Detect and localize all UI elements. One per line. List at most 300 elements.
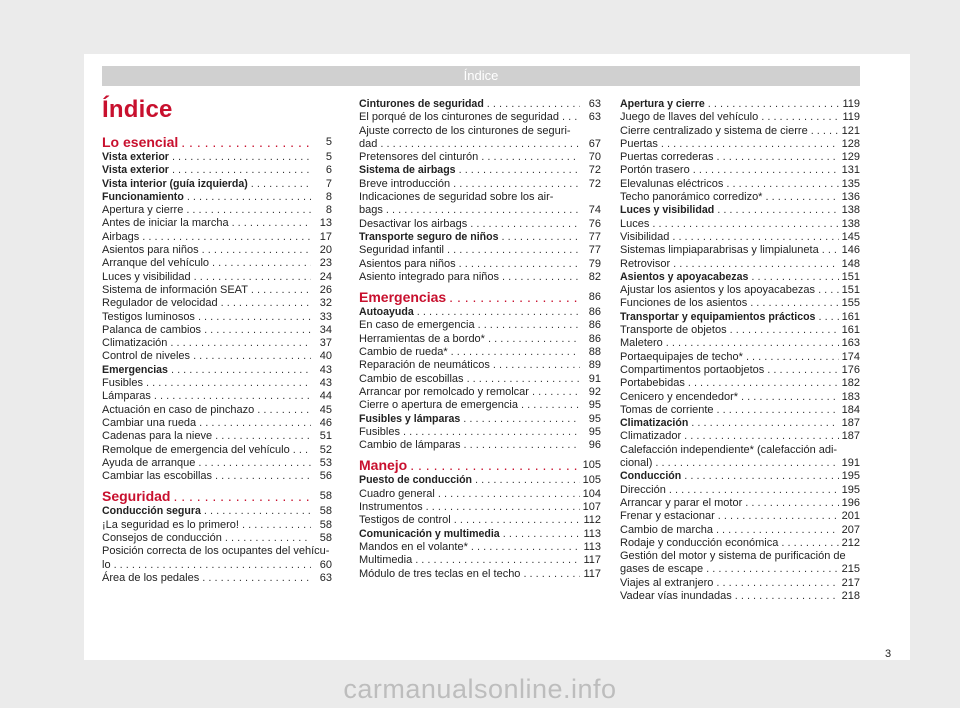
toc-page-number: 43 bbox=[319, 363, 332, 376]
leader-dots bbox=[532, 386, 580, 399]
toc-entry[interactable] bbox=[102, 390, 332, 403]
toc-page-number: 33 bbox=[319, 310, 332, 323]
toc-entry-title: bags bbox=[359, 204, 383, 217]
toc-page-number: 89 bbox=[588, 359, 601, 372]
toc-page-number: 86 bbox=[588, 306, 601, 319]
leader-dots bbox=[225, 532, 311, 545]
toc-page-number: 187 bbox=[841, 417, 860, 430]
toc-entry-title: Puertas bbox=[620, 137, 658, 150]
toc-entry-title: Comunicación y multimedia bbox=[359, 527, 500, 540]
toc-entry-title: Fusibles y lámparas bbox=[359, 412, 461, 425]
toc-entry[interactable] bbox=[359, 554, 601, 567]
toc-entry[interactable] bbox=[359, 426, 601, 439]
toc-entry-title: Desactivar los airbags bbox=[359, 217, 468, 230]
toc-page-number: 182 bbox=[841, 377, 860, 390]
toc-entry[interactable] bbox=[102, 444, 332, 457]
leader-dots bbox=[741, 391, 839, 404]
toc-entry[interactable] bbox=[620, 470, 860, 483]
toc-entry[interactable] bbox=[359, 164, 601, 177]
leader-dots bbox=[293, 444, 311, 457]
toc-entry[interactable] bbox=[102, 178, 332, 191]
toc-page-number: 26 bbox=[319, 283, 332, 296]
leader-dots bbox=[767, 364, 838, 377]
leader-dots bbox=[386, 204, 580, 217]
toc-entry[interactable] bbox=[620, 164, 860, 177]
leader-dots bbox=[146, 377, 311, 390]
toc-column-1 bbox=[102, 133, 332, 585]
toc-entry[interactable] bbox=[359, 306, 601, 319]
toc-section-heading[interactable] bbox=[102, 133, 332, 151]
leader-dots bbox=[818, 284, 839, 297]
toc-page-number: 58 bbox=[319, 505, 332, 518]
toc-entry[interactable] bbox=[620, 337, 860, 350]
toc-entry[interactable] bbox=[620, 231, 860, 244]
toc-entry[interactable] bbox=[359, 528, 601, 541]
toc-page-number: 136 bbox=[841, 191, 860, 204]
toc-entry[interactable] bbox=[359, 359, 601, 372]
leader-dots bbox=[822, 244, 839, 257]
toc-entry[interactable] bbox=[359, 386, 601, 399]
toc-entry[interactable] bbox=[102, 297, 332, 310]
toc-page-number: 72 bbox=[588, 164, 601, 177]
toc-page-number: 86 bbox=[588, 291, 601, 304]
leader-dots bbox=[187, 191, 311, 204]
toc-entry[interactable] bbox=[102, 457, 332, 470]
toc-page-number: 8 bbox=[325, 204, 332, 217]
toc-page-number: 138 bbox=[841, 217, 860, 230]
toc-entry-title: Climatización bbox=[102, 337, 168, 350]
toc-entry[interactable] bbox=[102, 430, 332, 443]
toc-entry[interactable] bbox=[620, 351, 860, 364]
toc-page-number: 117 bbox=[583, 554, 601, 567]
toc-entry-title: Dirección bbox=[620, 483, 666, 496]
leader-dots bbox=[684, 430, 839, 443]
toc-entry[interactable] bbox=[620, 125, 860, 138]
leader-dots bbox=[478, 319, 580, 332]
toc-entry[interactable] bbox=[102, 404, 332, 417]
toc-entry-title: Sistemas limpiaparabrisas y limpialuneta bbox=[620, 244, 819, 257]
toc-entry-title: Testigos luminosos bbox=[102, 310, 195, 323]
toc-page-number: 7 bbox=[325, 177, 332, 190]
leader-dots bbox=[562, 111, 580, 124]
toc-entry-title: Arranque del vehículo bbox=[102, 257, 210, 270]
leader-dots bbox=[453, 178, 580, 191]
toc-entry-title: Climatizador bbox=[620, 430, 682, 443]
leader-dots bbox=[204, 324, 311, 337]
toc-entry-text: Indicaciones de seguridad sobre los air- bbox=[359, 191, 554, 204]
toc-page-number: 113 bbox=[583, 540, 601, 553]
toc-page-number: 195 bbox=[841, 470, 860, 483]
toc-page-number: 128 bbox=[841, 137, 860, 150]
leader-dots bbox=[693, 164, 839, 177]
toc-page-number: 215 bbox=[841, 563, 860, 576]
leader-dots bbox=[717, 404, 839, 417]
toc-page-number: 95 bbox=[588, 425, 601, 438]
toc-entry[interactable] bbox=[620, 404, 860, 417]
toc-entry-title: Emergencias bbox=[359, 289, 447, 306]
toc-page-number: 161 bbox=[841, 310, 860, 323]
leader-dots bbox=[251, 178, 311, 191]
leader-dots bbox=[706, 563, 838, 576]
toc-page-number: 91 bbox=[588, 372, 601, 385]
leader-dots bbox=[502, 231, 580, 244]
toc-entry[interactable] bbox=[359, 138, 601, 151]
leader-dots bbox=[451, 346, 580, 359]
leader-dots bbox=[194, 271, 311, 284]
toc-page-number: 58 bbox=[319, 532, 332, 545]
toc-entry[interactable] bbox=[102, 364, 332, 377]
toc-entry[interactable] bbox=[102, 271, 332, 284]
toc-page-number: 207 bbox=[841, 523, 860, 536]
toc-entry-title: Cinturones de seguridad bbox=[359, 98, 484, 110]
toc-entry-title: Apertura y cierre bbox=[620, 98, 705, 110]
toc-page-number: 74 bbox=[588, 204, 601, 217]
leader-dots bbox=[691, 417, 838, 430]
leader-dots bbox=[232, 217, 311, 230]
toc-page-number: 43 bbox=[319, 377, 332, 390]
toc-entry[interactable] bbox=[102, 350, 332, 363]
leader-dots bbox=[426, 501, 580, 514]
toc-entry-title: Lo esencial bbox=[102, 134, 179, 150]
toc-entry-title: Maletero bbox=[620, 337, 663, 350]
toc-section-heading[interactable] bbox=[102, 487, 332, 505]
leader-dots bbox=[818, 311, 838, 324]
toc-entry[interactable] bbox=[359, 258, 601, 271]
toc-entry[interactable] bbox=[359, 178, 601, 191]
toc-entry-title: Cuadro general bbox=[359, 487, 435, 500]
toc-entry[interactable] bbox=[620, 510, 860, 523]
toc-entry-title: Climatización bbox=[620, 417, 689, 430]
toc-entry[interactable] bbox=[102, 572, 332, 585]
toc-entry[interactable] bbox=[620, 204, 860, 217]
toc-entry[interactable] bbox=[620, 98, 860, 111]
leader-dots bbox=[672, 231, 838, 244]
toc-entry-title: Airbags bbox=[102, 230, 140, 243]
toc-entry[interactable] bbox=[102, 559, 332, 572]
toc-entry-title: Cierre o apertura de emergencia bbox=[359, 399, 518, 412]
toc-page-number: 32 bbox=[319, 297, 332, 310]
toc-entry[interactable] bbox=[620, 258, 860, 271]
toc-page-number: 138 bbox=[841, 204, 860, 217]
toc-entry[interactable] bbox=[620, 577, 860, 590]
toc-entry-title: Lámparas bbox=[102, 390, 151, 403]
toc-page-number: 40 bbox=[319, 350, 332, 363]
leader-dots bbox=[717, 151, 839, 164]
toc-entry-title: Autoayuda bbox=[359, 306, 414, 319]
toc-entry[interactable] bbox=[102, 505, 332, 518]
toc-entry[interactable] bbox=[102, 324, 332, 337]
toc-entry[interactable] bbox=[102, 204, 332, 217]
toc-entry-title: Rodaje y conducción económica bbox=[620, 536, 779, 549]
leader-dots bbox=[716, 524, 839, 537]
toc-entry[interactable] bbox=[102, 311, 332, 324]
toc-entry[interactable] bbox=[102, 532, 332, 545]
toc-entry[interactable] bbox=[102, 151, 332, 164]
toc-entry-title: Cadenas para la nieve bbox=[102, 430, 213, 443]
toc-page-number: 53 bbox=[319, 456, 332, 469]
toc-page-number: 148 bbox=[841, 257, 860, 270]
toc-entry-title: Portaequipajes de techo* bbox=[620, 350, 743, 363]
toc-entry[interactable] bbox=[102, 377, 332, 390]
leader-dots bbox=[481, 151, 580, 164]
toc-page-number: 67 bbox=[588, 137, 601, 150]
toc-page-number: 60 bbox=[319, 558, 332, 571]
toc-page-number: 92 bbox=[588, 385, 601, 398]
leader-dots bbox=[459, 258, 580, 271]
leader-dots bbox=[463, 413, 580, 426]
toc-page-number: 105 bbox=[582, 474, 601, 487]
toc-page-number: 45 bbox=[319, 403, 332, 416]
toc-entry[interactable] bbox=[359, 111, 601, 124]
leader-dots bbox=[464, 439, 581, 452]
toc-entry[interactable] bbox=[620, 244, 860, 257]
toc-entry[interactable] bbox=[359, 319, 601, 332]
toc-page-number: 174 bbox=[841, 350, 860, 363]
leader-dots bbox=[173, 487, 311, 505]
toc-entry[interactable] bbox=[620, 311, 860, 324]
leader-dots bbox=[717, 204, 838, 217]
toc-entry[interactable] bbox=[620, 590, 860, 603]
toc-entry[interactable] bbox=[102, 164, 332, 177]
leader-dots bbox=[666, 337, 839, 350]
page-header: Índice bbox=[102, 66, 860, 86]
leader-dots bbox=[684, 470, 838, 483]
toc-entry-title: Seguridad bbox=[102, 488, 171, 505]
toc-page-number: 113 bbox=[583, 527, 601, 540]
leader-dots bbox=[202, 572, 311, 585]
toc-page-number: 129 bbox=[841, 151, 860, 164]
toc-page-number: 6 bbox=[325, 164, 332, 177]
toc-page-number: 183 bbox=[841, 390, 860, 403]
toc-entry-title: Consejos de conducción bbox=[102, 532, 222, 545]
toc-entry-title: Viajes al extranjero bbox=[620, 576, 714, 589]
toc-entry-title: Actuación en caso de pinchazo bbox=[102, 403, 255, 416]
leader-dots bbox=[688, 377, 839, 390]
toc-entry-title: ¡La seguridad es lo primero! bbox=[102, 518, 239, 531]
toc-entry[interactable] bbox=[359, 501, 601, 514]
toc-entry-title: Luces y visibilidad bbox=[102, 270, 191, 283]
toc-entry-title: Cambio de rueda* bbox=[359, 346, 448, 359]
toc-entry-title: Compartimentos portaobjetos bbox=[620, 363, 765, 376]
toc-entry[interactable] bbox=[359, 439, 601, 452]
toc-entry[interactable] bbox=[359, 218, 601, 231]
toc-entry-title: Tomas de corriente bbox=[620, 403, 714, 416]
toc-entry-title: Mandos en el volante* bbox=[359, 540, 468, 553]
toc-entry-title: Sistema de información SEAT bbox=[102, 283, 248, 296]
leader-dots bbox=[181, 133, 311, 151]
toc-page-number: 107 bbox=[582, 501, 601, 514]
toc-entry[interactable] bbox=[102, 470, 332, 483]
leader-dots bbox=[652, 218, 838, 231]
toc-entry[interactable] bbox=[359, 204, 601, 217]
toc-page-number: 112 bbox=[583, 514, 601, 527]
leader-dots bbox=[781, 537, 838, 550]
toc-entry-title: Instrumentos bbox=[359, 501, 423, 514]
toc-entry[interactable] bbox=[620, 191, 860, 204]
toc-entry[interactable] bbox=[359, 346, 601, 359]
leader-dots bbox=[716, 577, 838, 590]
toc-entry[interactable] bbox=[359, 541, 601, 554]
toc-entry-title: Visibilidad bbox=[620, 230, 670, 243]
toc-page-number: 217 bbox=[841, 576, 860, 589]
toc-entry-title: dad bbox=[359, 137, 378, 150]
toc-entry[interactable] bbox=[359, 231, 601, 244]
toc-entry[interactable] bbox=[620, 484, 860, 497]
toc-page-number: 52 bbox=[319, 443, 332, 456]
toc-entry[interactable] bbox=[102, 231, 332, 244]
toc-entry[interactable] bbox=[620, 497, 860, 510]
toc-page-number: 72 bbox=[588, 177, 601, 190]
toc-page-number: 131 bbox=[841, 164, 860, 177]
toc-entry[interactable] bbox=[620, 377, 860, 390]
leader-dots bbox=[661, 138, 839, 151]
toc-page-number: 105 bbox=[582, 459, 601, 472]
toc-entry[interactable] bbox=[620, 430, 860, 443]
toc-page-number: 46 bbox=[319, 416, 332, 429]
leader-dots bbox=[669, 484, 839, 497]
toc-page-number: 191 bbox=[841, 457, 860, 470]
toc-entry-text: Ajuste correcto de los cinturones de seguri- bbox=[359, 124, 571, 137]
leader-dots bbox=[471, 541, 580, 554]
toc-entry[interactable] bbox=[359, 399, 601, 412]
leader-dots bbox=[410, 456, 579, 474]
toc-entry[interactable] bbox=[102, 337, 332, 350]
toc-entry[interactable] bbox=[102, 417, 332, 430]
toc-entry[interactable] bbox=[620, 524, 860, 537]
toc-entry[interactable] bbox=[359, 474, 601, 487]
leader-dots bbox=[170, 337, 311, 350]
toc-page-number: 95 bbox=[588, 412, 601, 425]
leader-dots bbox=[745, 497, 838, 510]
toc-entry[interactable] bbox=[102, 244, 332, 257]
toc-entry-title: Portabebidas bbox=[620, 377, 685, 390]
toc-page-number: 76 bbox=[588, 217, 601, 230]
toc-entry[interactable] bbox=[620, 271, 860, 284]
toc-page-number: 161 bbox=[841, 324, 860, 337]
toc-entry[interactable] bbox=[620, 417, 860, 430]
watermark: carmanualsonline.info bbox=[343, 674, 617, 704]
toc-entry[interactable] bbox=[359, 413, 601, 426]
toc-entry-title: Reparación de neumáticos bbox=[359, 359, 490, 372]
toc-page-number: 176 bbox=[841, 363, 860, 376]
toc-entry-title: Fusibles bbox=[102, 377, 143, 390]
toc-entry[interactable] bbox=[359, 333, 601, 346]
toc-entry[interactable] bbox=[620, 151, 860, 164]
toc-entry[interactable] bbox=[620, 563, 860, 576]
toc-entry[interactable] bbox=[620, 111, 860, 124]
toc-entry[interactable] bbox=[620, 391, 860, 404]
toc-page-number: 96 bbox=[588, 439, 601, 452]
leader-dots bbox=[449, 288, 580, 306]
toc-page-number: 119 bbox=[842, 111, 860, 124]
toc-entry[interactable] bbox=[102, 217, 332, 230]
leader-dots bbox=[811, 125, 839, 138]
leader-dots bbox=[198, 457, 311, 470]
leader-dots bbox=[523, 568, 580, 581]
toc-section-heading[interactable] bbox=[359, 288, 601, 306]
leader-dots bbox=[242, 519, 311, 532]
toc-page-number: 195 bbox=[841, 483, 860, 496]
toc-page-number: 56 bbox=[319, 470, 332, 483]
toc-entry[interactable] bbox=[620, 284, 860, 297]
toc-entry[interactable] bbox=[620, 324, 860, 337]
toc-entry-title: Arrancar por remolcado y remolcar bbox=[359, 385, 529, 398]
toc-entry[interactable] bbox=[620, 138, 860, 151]
toc-entry[interactable] bbox=[359, 373, 601, 386]
leader-dots bbox=[750, 297, 838, 310]
toc-entry[interactable] bbox=[359, 488, 601, 501]
toc-entry-title: Vadear vías inundadas bbox=[620, 589, 732, 602]
toc-entry-title: Frenar y estacionar bbox=[620, 510, 715, 523]
leader-dots bbox=[215, 470, 311, 483]
toc-page-number: 82 bbox=[588, 270, 601, 283]
toc-entry[interactable] bbox=[620, 297, 860, 310]
toc-entry-title: Asientos para niños bbox=[359, 257, 456, 270]
leader-dots bbox=[171, 364, 311, 377]
leader-dots bbox=[172, 151, 311, 164]
toc-entry-title: Área de los pedales bbox=[102, 571, 200, 584]
toc-entry[interactable] bbox=[359, 568, 601, 581]
toc-entry[interactable] bbox=[102, 257, 332, 270]
leader-dots bbox=[470, 218, 580, 231]
leader-dots bbox=[447, 244, 580, 257]
toc-entry-title: Techo panorámico corredizo* bbox=[620, 191, 763, 204]
leader-dots bbox=[438, 488, 580, 501]
toc-section-heading[interactable] bbox=[359, 456, 601, 474]
toc-entry[interactable] bbox=[359, 271, 601, 284]
toc-entry-title: El porqué de los cinturones de seguridad bbox=[359, 111, 559, 124]
toc-entry[interactable] bbox=[620, 178, 860, 191]
toc-page-number: 5 bbox=[325, 136, 332, 148]
toc-entry[interactable] bbox=[102, 191, 332, 204]
toc-entry-title: Cambiar las escobillas bbox=[102, 470, 213, 483]
toc-page-number: 86 bbox=[588, 332, 601, 345]
toc-entry[interactable] bbox=[359, 151, 601, 164]
toc-entry[interactable] bbox=[102, 284, 332, 297]
leader-dots bbox=[718, 510, 839, 523]
toc-entry-title: Asiento integrado para niños bbox=[359, 270, 500, 283]
toc-entry[interactable] bbox=[620, 364, 860, 377]
toc-entry[interactable] bbox=[620, 537, 860, 550]
leader-dots bbox=[142, 231, 311, 244]
toc-entry[interactable] bbox=[102, 519, 332, 532]
leader-dots bbox=[761, 111, 839, 124]
toc-entry-title: cional) bbox=[620, 457, 653, 470]
toc-entry-title: Pretensores del cinturón bbox=[359, 151, 479, 164]
toc-entry-title: Funcionamiento bbox=[102, 190, 184, 203]
toc-page-number: 151 bbox=[841, 270, 860, 283]
toc-entry-title: Conducción segura bbox=[102, 505, 201, 518]
toc-entry[interactable] bbox=[359, 244, 601, 257]
leader-dots bbox=[521, 399, 580, 412]
toc-entry[interactable] bbox=[620, 218, 860, 231]
toc-entry-title: Apertura y cierre bbox=[102, 204, 184, 217]
leader-dots bbox=[199, 417, 311, 430]
toc-page-number: 70 bbox=[588, 151, 601, 164]
toc-entry-title: Asientos y apoyacabezas bbox=[620, 270, 749, 283]
toc-page-number: 88 bbox=[588, 346, 601, 359]
toc-entry[interactable] bbox=[359, 514, 601, 527]
leader-dots bbox=[730, 324, 839, 337]
toc-page-number: 77 bbox=[588, 230, 601, 243]
toc-entry-title: Luces bbox=[620, 217, 650, 230]
toc-entry-title: Regulador de velocidad bbox=[102, 297, 218, 310]
toc-page-number: 13 bbox=[319, 217, 332, 230]
toc-entry[interactable] bbox=[620, 457, 860, 470]
toc-entry[interactable] bbox=[359, 98, 601, 111]
toc-entry-title: Funciones de los asientos bbox=[620, 297, 748, 310]
toc-entry-title: Luces y visibilidad bbox=[620, 204, 715, 217]
